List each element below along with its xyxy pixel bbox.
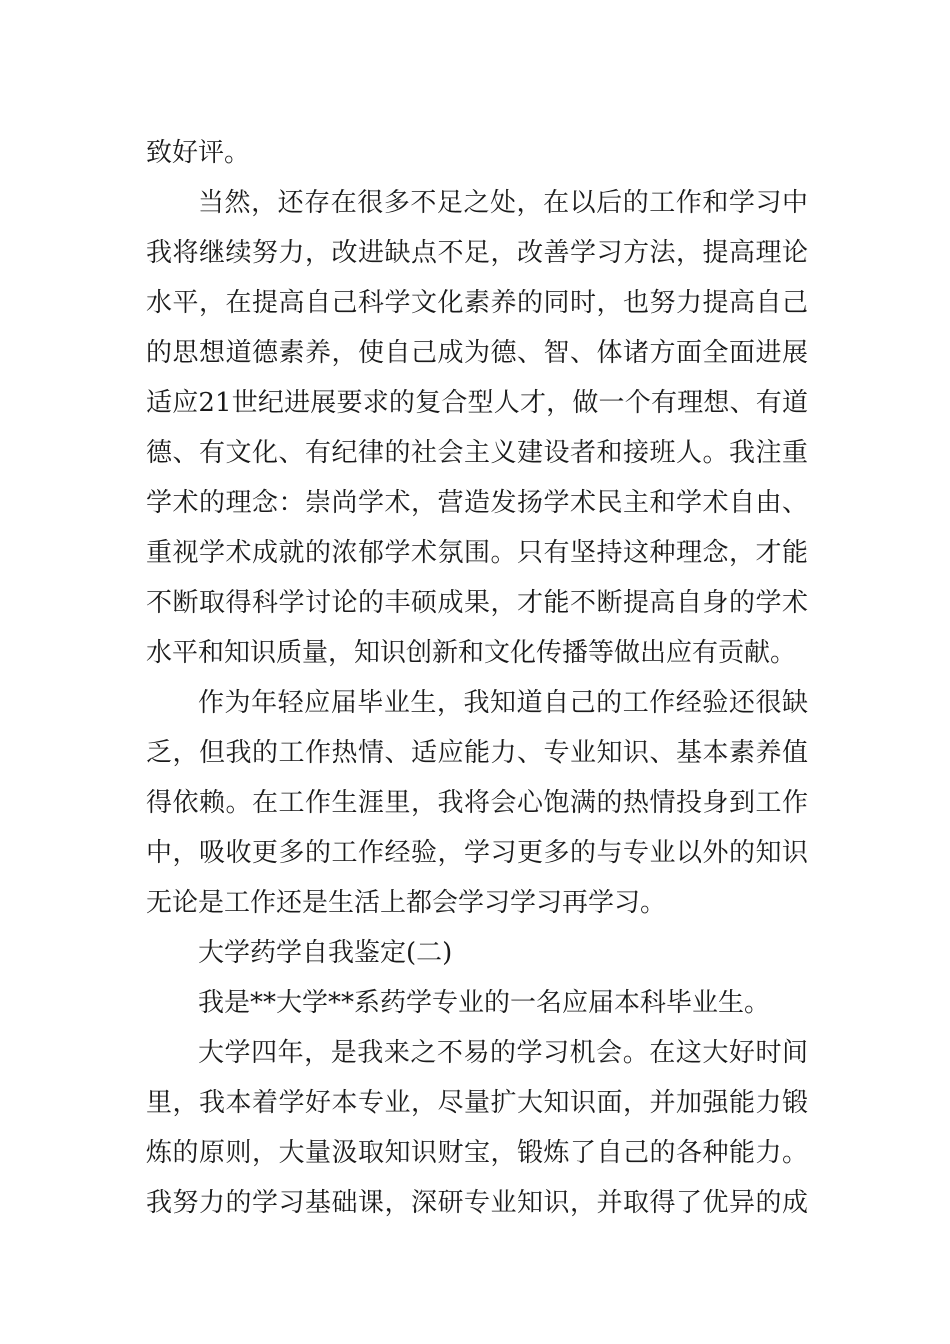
paragraph-line: 水平，在提高自己科学文化素养的同时，也努力提高自己 <box>146 288 808 318</box>
paragraph-line: 我努力的学习基础课，深研专业知识，并取得了优异的成 <box>146 1188 808 1218</box>
paragraph-line: 得依赖。在工作生涯里，我将会心饱满的热情投身到工作 <box>146 788 808 818</box>
paragraph-line: 作为年轻应届毕业生，我知道自己的工作经验还很缺 <box>198 688 808 718</box>
paragraph-line: 炼的原则，大量汲取知识财宝，锻炼了自己的各种能力。 <box>146 1138 808 1168</box>
paragraph-line: 我是**大学**系药学专业的一名应届本科毕业生。 <box>198 988 771 1018</box>
paragraph-line: 不断取得科学讨论的丰硕成果，才能不断提高自身的学术 <box>146 588 808 618</box>
paragraph-line: 重视学术成就的浓郁学术氛围。只有坚持这种理念，才能 <box>146 538 808 568</box>
paragraph-line: 致好评。 <box>146 138 251 168</box>
document-body <box>146 128 808 1228</box>
paragraph-line: 里，我本着学好本专业，尽量扩大知识面，并加强能力锻 <box>146 1088 808 1118</box>
paragraph-line: 学术的理念：崇尚学术，营造发扬学术民主和学术自由、 <box>146 488 808 518</box>
paragraph-line: 乏，但我的工作热情、适应能力、专业知识、基本素养值 <box>146 738 808 768</box>
paragraph-line: 水平和知识质量，知识创新和文化传播等做出应有贡献。 <box>146 638 797 668</box>
section-heading: 大学药学自我鉴定(二) <box>198 938 453 968</box>
paragraph-line: 中，吸收更多的工作经验，学习更多的与专业以外的知识 <box>146 838 808 868</box>
paragraph-line: 的思想道德素养，使自己成为德、智、体诸方面全面进展 <box>146 338 808 368</box>
paragraph-line: 无论是工作还是生活上都会学习学习再学习。 <box>146 888 667 918</box>
paragraph-line: 大学四年，是我来之不易的学习机会。在这大好时间 <box>198 1038 808 1068</box>
paragraph-line: 当然，还存在很多不足之处，在以后的工作和学习中 <box>198 188 808 218</box>
paragraph-line: 德、有文化、有纪律的社会主义建设者和接班人。我注重 <box>146 438 808 468</box>
paragraph-line: 适应21世纪进展要求的复合型人才，做一个有理想、有道 <box>146 388 808 418</box>
paragraph-line: 我将继续努力，改进缺点不足，改善学习方法，提高理论 <box>146 238 808 268</box>
